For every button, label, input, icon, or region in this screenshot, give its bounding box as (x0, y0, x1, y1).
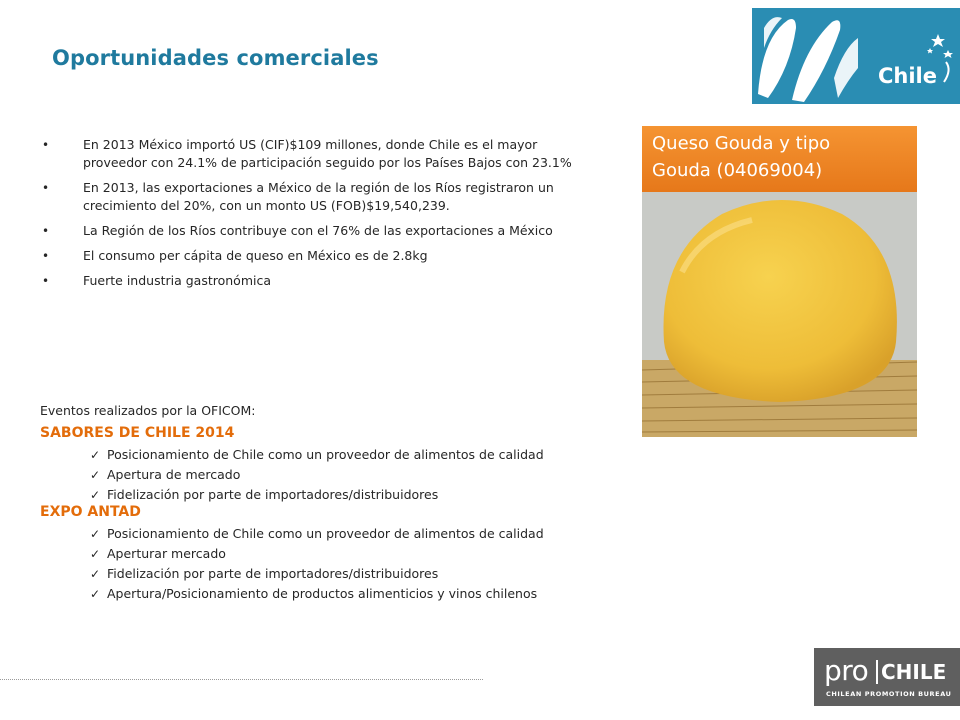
brand-panel (860, 8, 960, 104)
star-icon (860, 8, 960, 104)
checklist-sabores (90, 445, 544, 505)
check-icon: ✓ (90, 547, 101, 561)
brand-pattern-graphic (752, 8, 860, 104)
list-item: • En 2013, las exportaciones a México de la región de los Ríos registraron un crecimiento del 20%, con un monto US (FOB)$19,540,239. (40, 179, 575, 215)
page-title: Oportunidades comerciales (52, 46, 379, 70)
checklist-item (90, 445, 544, 465)
list-item: • El consumo per cápita de queso en México es de 2.8kg (40, 247, 575, 265)
check-icon: ✓ (90, 468, 101, 482)
prochile-logo (814, 648, 960, 706)
prochile-subtitle: CHILEAN PROMOTION BUREAU (826, 690, 952, 698)
checklist-item-text: Aperturar mercado (107, 546, 226, 561)
list-item: • En 2013 México importó US (CIF)$109 millones, donde Chile es el mayor proveedor con 24.1% de participación seguido por los Países Bajos con 23.1% (40, 136, 575, 172)
check-icon: ✓ (90, 567, 101, 581)
gouda-cheese-image (642, 192, 917, 437)
list-item: • Fuerte industria gastronómica (40, 272, 575, 290)
bullet-list (40, 136, 575, 297)
checklist-item-text: Apertura/Posicionamiento de productos alimenticios y vinos chilenos (107, 586, 538, 601)
checklist-item-text: Apertura de mercado (107, 467, 241, 482)
footer-divider (0, 679, 483, 680)
checklist-item-text: Posicionamiento de Chile como un proveedor de alimentos de calidad (107, 526, 544, 541)
product-label (642, 126, 917, 192)
checklist-item (90, 544, 544, 564)
check-icon: ✓ (90, 527, 101, 541)
prochile-separator (876, 660, 878, 684)
chile-brand-logo (752, 8, 960, 104)
checklist-item-text: Fidelización por parte de importadores/distribuidores (107, 487, 439, 502)
product-label-line2: Gouda (04069004) (652, 160, 823, 181)
checklist-item (90, 524, 544, 544)
events-intro: Eventos realizados por la OFICOM: (40, 403, 256, 418)
prochile-pro-text: pro (824, 654, 869, 687)
section-heading-sabores: SABORES DE CHILE 2014 (40, 425, 235, 441)
checklist-item-text: Posicionamiento de Chile como un proveedor de alimentos de calidad (107, 447, 544, 462)
checklist-item (90, 465, 544, 485)
section-heading-expo: EXPO ANTAD (40, 504, 141, 520)
checklist-item-text: Fidelización por parte de importadores/distribuidores (107, 566, 439, 581)
cheese-photo (642, 192, 917, 437)
list-item: • La Región de los Ríos contribuye con el 76% de las exportaciones a México (40, 222, 575, 240)
check-icon: ✓ (90, 488, 101, 502)
prochile-chile-text: CHILE (881, 660, 947, 684)
checklist-item (90, 564, 544, 584)
product-label-line1: Queso Gouda y tipo (652, 133, 831, 154)
brand-pattern (752, 8, 860, 104)
checklist-item (90, 485, 544, 505)
check-icon: ✓ (90, 448, 101, 462)
checklist-item (90, 584, 544, 604)
chile-logo-word: Chile (878, 64, 938, 88)
checklist-expo (90, 524, 544, 604)
check-icon: ✓ (90, 587, 101, 601)
